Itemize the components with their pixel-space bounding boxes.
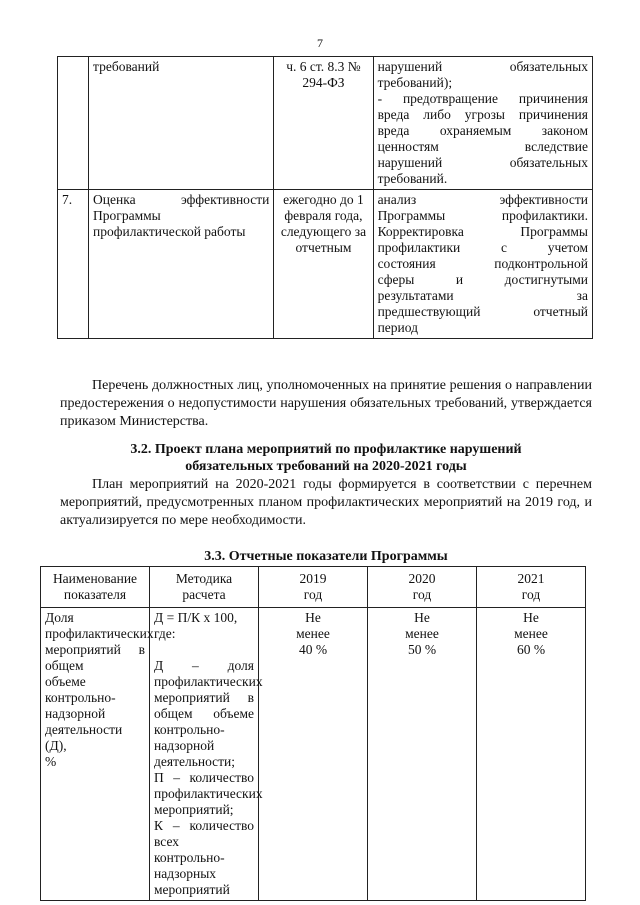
row-number	[58, 57, 89, 190]
target-2021: Не менее 60 %	[477, 608, 586, 901]
section-heading-3-3: 3.3. Отчетные показатели Программы	[204, 549, 448, 564]
measure-result: нарушений обязательных требований); - предотвращение причинения вреда либо угрозы причинения вреда охраняемым законом ценностям вследствие нарушений обязательных требований.	[373, 57, 592, 190]
measure-name: требований	[89, 57, 274, 190]
measure-deadline: ежегодно до 1 февраля года, следующего за отчетным	[274, 190, 373, 339]
header-indicator-name: Наименование показателя	[41, 567, 150, 608]
indicator-name: Доля профилактических мероприятий в общем объеме контрольно- надзорной деятельности (Д), %	[41, 608, 150, 901]
measure-result: анализ эффективности Программы профилактики. Корректировка Программы профилактики с учетом состояния подконтрольной сферы и достигнутыми результатами за предшествующий отчетный период	[373, 190, 592, 339]
header-2021: 2021 год	[477, 567, 586, 608]
officials-paragraph: Перечень должностных лиц, уполномоченных на принятие решения о направлении предостережения о недопустимости нарушения обязательных требований, утверждается приказом Министерства.	[60, 378, 592, 429]
table-row	[41, 608, 586, 901]
table-header-row	[41, 567, 586, 608]
measure-name: Оценка эффективности Программы профилактической работы	[89, 190, 274, 339]
page-number: 7	[317, 36, 323, 50]
program-measures-table	[57, 56, 593, 339]
section-heading-3-2: 3.2. Проект плана мероприятий по профилактике нарушений обязательных требований на 2020-2021 годы	[130, 442, 522, 474]
indicator-method: Д = П/К х 100, где: Д – доля профилактических мероприятий в общем объеме контрольно-надзорной деятельности; П – количество профилактических мероприятий; К – количество всех контрольно-надзорных мероприятий	[150, 608, 259, 901]
measure-basis: ч. 6 ст. 8.3 № 294-ФЗ	[274, 57, 373, 190]
table-row	[58, 190, 593, 339]
indicators-table	[40, 566, 586, 901]
table-row	[58, 57, 593, 190]
target-2019: Не менее 40 %	[259, 608, 368, 901]
method-formula: Д = П/К х 100, где:	[154, 610, 238, 641]
header-method: Методика расчета	[150, 567, 259, 608]
plan-paragraph: План мероприятий на 2020-2021 годы формируется в соответствии с перечнем мероприятий, предусмотренных планом профилактических мероприятий на 2019 год, и актуализируется по мере необходимости.	[60, 477, 592, 528]
header-2019: 2019 год	[259, 567, 368, 608]
target-2020: Не менее 50 %	[368, 608, 477, 901]
row-number: 7.	[58, 190, 89, 339]
header-2020: 2020 год	[368, 567, 477, 608]
